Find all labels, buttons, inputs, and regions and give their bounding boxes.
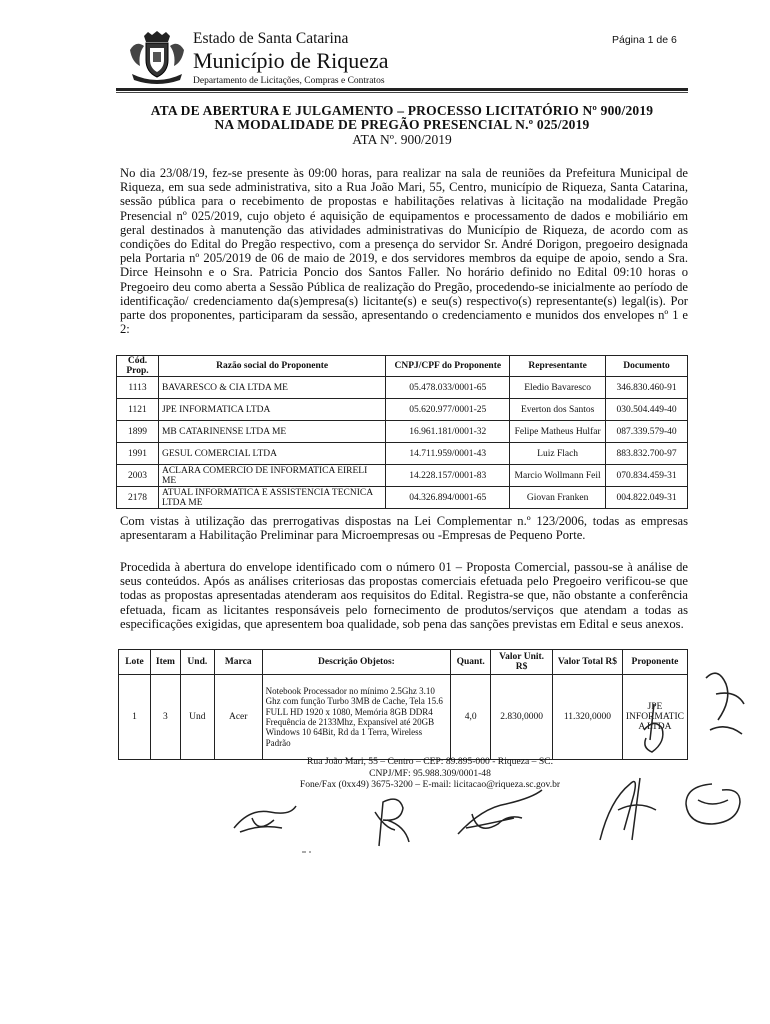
cell-cnpj: 04.326.894/0001-65 — [386, 487, 510, 509]
table-row — [119, 675, 688, 760]
cell-proponent: JPE INFORMATIC A LTDA — [622, 675, 687, 760]
items-table — [118, 649, 688, 760]
proponents-table — [116, 355, 688, 509]
cell-document: 070.834.459-31 — [606, 465, 688, 487]
title-line-2: NA MODALIDADE DE PREGÃO PRESENCIAL N.º 025/2019 — [214, 117, 590, 132]
cell-cnpj: 05.620.977/0001-25 — [386, 399, 510, 421]
municipality-name: Município de Riqueza — [193, 48, 389, 73]
cell-unit: Und — [180, 675, 214, 760]
scan-mark — [300, 848, 316, 856]
table-row — [117, 443, 688, 465]
cell-document: 030.504.449-40 — [606, 399, 688, 421]
column-header: Und. — [180, 650, 214, 675]
cell-code: 1121 — [117, 399, 159, 421]
document-title — [116, 104, 688, 148]
column-header: Marca — [214, 650, 262, 675]
cell-lot: 1 — [119, 675, 151, 760]
column-header: Documento — [606, 356, 688, 377]
cell-company: BAVARESCO & CIA LTDA ME — [158, 377, 385, 399]
cell-document: 346.830.460-91 — [606, 377, 688, 399]
table-row — [117, 465, 688, 487]
column-header: CNPJ/CPF do Proponente — [386, 356, 510, 377]
coat-of-arms-icon — [126, 30, 188, 86]
footer-cnpj: CNPJ/MF: 95.988.309/0001-48 — [369, 767, 491, 779]
cell-code: 1991 — [117, 443, 159, 465]
column-header: Descrição Objetos: — [262, 650, 451, 675]
signature-4 — [590, 770, 664, 848]
cell-representative: Marcio Wollmann Feil — [510, 465, 606, 487]
cell-cnpj: 14.228.157/0001-83 — [386, 465, 510, 487]
column-header: Valor Total R$ — [553, 650, 623, 675]
header-divider-thin — [116, 92, 688, 93]
cell-brand: Acer — [214, 675, 262, 760]
cell-representative: Felipe Matheus Hulfar — [510, 421, 606, 443]
column-header: Cód. Prop. — [117, 356, 159, 377]
cell-item: 3 — [150, 675, 180, 760]
cell-cnpj: 05.478.033/0001-65 — [386, 377, 510, 399]
cell-document: 004.822.049-31 — [606, 487, 688, 509]
table-row — [117, 399, 688, 421]
cell-representative: Giovan Franken — [510, 487, 606, 509]
cell-company: ACLARA COMERCIO DE INFORMATICA EIRELI ME — [158, 465, 385, 487]
column-header: Valor Unit. R$ — [491, 650, 553, 675]
cell-document: 087.339.579-40 — [606, 421, 688, 443]
column-header: Representante — [510, 356, 606, 377]
column-header: Item — [150, 650, 180, 675]
state-name: Estado de Santa Catarina — [193, 30, 349, 47]
cell-company: MB CATARINENSE LTDA ME — [158, 421, 385, 443]
title-line-3: ATA Nº. 900/2019 — [352, 132, 452, 147]
footer-address: Rua João Mari, 55 – Centro – CEP: 89.895-000 - Riqueza – SC. — [307, 756, 553, 767]
signature-3 — [452, 784, 548, 842]
cell-cnpj: 16.961.181/0001-32 — [386, 421, 510, 443]
microempresas-paragraph: Com vistas à utilização das prerrogativas dispostas na Lei Complementar n.º 123/2006, todas as empresas apresentaram a Habilitação Preliminar para Microempresas ou -Empresas de Pequeno Porte. — [120, 514, 688, 543]
department-name: Departamento de Licitações, Compras e Contratos — [193, 76, 385, 86]
cell-description: Notebook Processador no mínimo 2.5Ghz 3.10 Ghz com função Turbo 3MB de Cache, Tela 15.6 FULL HD 1920 x 1080, Memória 8GB DDR4 Frequência de 2133Mhz, Expansível até 20GB Windows 10 64Bit, Rd da 1 Terra, Wireless Padrão — [262, 675, 451, 760]
signature-initial-table — [636, 700, 670, 758]
table-row — [117, 421, 688, 443]
signature-1 — [230, 798, 300, 838]
table-header-row — [117, 356, 688, 377]
column-header: Quant. — [451, 650, 491, 675]
cell-total-value: 11.320,0000 — [553, 675, 623, 760]
cell-quantity: 4,0 — [451, 675, 491, 760]
table-header-row — [119, 650, 688, 675]
signature-initial-margin — [696, 660, 752, 760]
cell-company: ATUAL INFORMATICA E ASSISTENCIA TECNICA LTDA ME — [158, 487, 385, 509]
cell-representative: Eledio Bavaresco — [510, 377, 606, 399]
opening-paragraph: No dia 23/08/19, fez-se presente às 09:00 horas, para realizar na sala de reuniões da Prefeitura Municipal de Riqueza, em sua sede administrativa, sito a Rua João Mari, 55, Centro, município de Riqueza, Santa Catarina, sessão pública para o recebimento de propostas e habilitações relativas à licitação na modalidade Pregão Presencial nº 025/2019, cujo objeto é aquisição de equipamentos e processamento de dados e mobiliário em geral destinados à manutenção das atividades administrativas do Município de Riqueza, de acordo com as condições do Edital do Pregão respectivo, com a presença do servidor Sr. André Dorigon, pregoeiro designada pela Portaria nº 205/2019 de 06 de maio de 2019, e dos servidores membros da equipe de apoio, sendo a Sra. Dirce Heinsohn e o Sra. Patricia Poncio dos Santos Faller. No horário definido no Edital 09:10 horas o Pregoeiro deu como aberta a Sessão Pública de realização do Pregão, procedendo-se inicialmente ao período de identificação/ credenciamento da(s)empresa(s) licitante(s) e seu(s) respectivo(s) representante(s) legal(is). Por parte dos proponentes, participaram da sessão, apresentando o credenciamento e munidos dos envelopes nº 1 e 2: — [120, 166, 688, 337]
envelope-paragraph: Procedida à abertura do envelope identificado com o número 01 – Proposta Comercial, passou-se à análise de seus conteúdos. Após as análises criteriosas das propostas comerciais efetuada pelo Pregoeiro verificou-se que todas as propostas apresentadas atenderam aos requisitos do Edital. Registra-se que, não obstante a conferência efetuada, ficam as licitantes responsáveis pelo fornecimento de produtos/serviços que atendam a todas as especificações exigidas, que apresentem boa qualidade, sob pena das sanções previstas em Edital e seus anexos. — [120, 560, 688, 631]
page-number: Página 1 de 6 — [612, 34, 677, 46]
column-header: Proponente — [622, 650, 687, 675]
footer-contact: Fone/Fax (0xx49) 3675-3200 – E-mail: licitacao@riqueza.sc.gov.br — [299, 779, 561, 790]
table-row — [117, 487, 688, 509]
cell-cnpj: 14.711.959/0001-43 — [386, 443, 510, 465]
signature-2 — [365, 792, 417, 850]
cell-unit-value: 2.830,0000 — [491, 675, 553, 760]
column-header: Lote — [119, 650, 151, 675]
cell-company: GESUL COMERCIAL LTDA — [158, 443, 385, 465]
table-row — [117, 377, 688, 399]
cell-code: 1113 — [117, 377, 159, 399]
column-header: Razão social do Proponente — [158, 356, 385, 377]
title-line-1: ATA DE ABERTURA E JULGAMENTO – PROCESSO LICITATÓRIO Nº 900/2019 — [150, 103, 654, 118]
cell-document: 883.832.700-97 — [606, 443, 688, 465]
cell-company: JPE INFORMATICA LTDA — [158, 399, 385, 421]
signature-5 — [678, 778, 746, 830]
cell-code: 2003 — [117, 465, 159, 487]
cell-representative: Everton dos Santos — [510, 399, 606, 421]
header-divider — [116, 88, 688, 91]
cell-representative: Luiz Flach — [510, 443, 606, 465]
cell-code: 1899 — [117, 421, 159, 443]
cell-code: 2178 — [117, 487, 159, 509]
